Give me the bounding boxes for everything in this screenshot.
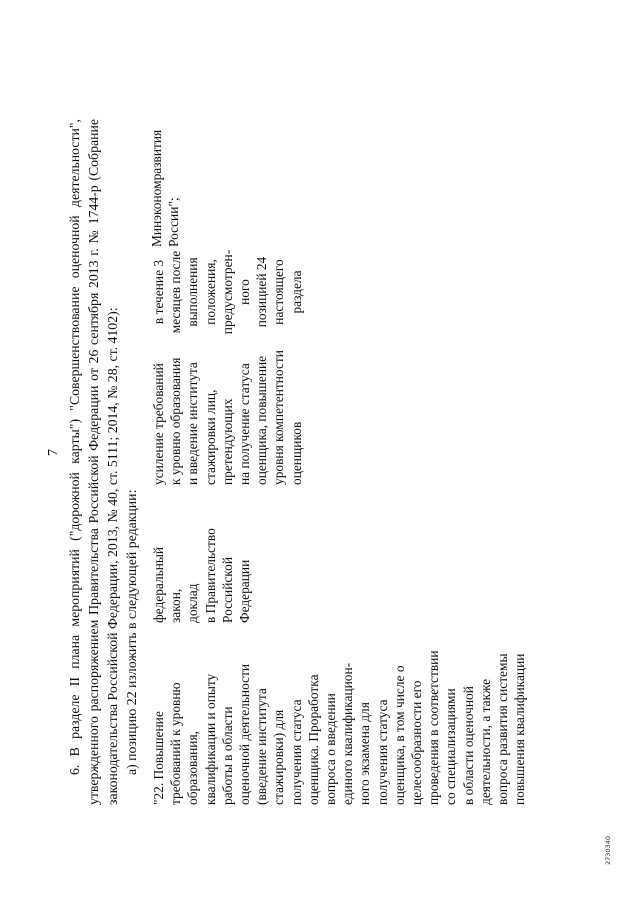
table-cell-document-type: федеральный закон, доклад в Правительство Российской Федерации [151,528,253,623]
amendment-subitem: а) позицию 22 изложить в следующей редакции: [124,489,139,775]
page-number: 7 [46,449,61,456]
table-cell-responsible: Минэкономразвития России"; [149,129,182,247]
amendment-paragraph: 6. В разделе II плана мероприятий ("дорожной карты") "Совершенствование оценочной деятельности", утвержденного распоряжением Правительства Российской Федерации от 26 сентября 2013 г. № 1744-р (Собрание законодательства Российской Федерации, 2013, № 40, ст. 5111; 2014, № 28, ст. 4102): [67,119,120,805]
table-cell-expected-result: усиление требований к уровню образования и введение института стажировки лиц, претендующих на получение статуса оценщика, повышение уровня компетентности оценщиков [151,350,304,485]
document-code: 2730340 [604,836,612,865]
table-cell-measure: "22. Повышение требований к уровню образования, квалификации и опыту работы в области оценочной деятельности (введение института стажировки) для получения статуса оценщика. Проработка вопроса о введении единого квалификацион- ного экзамена для получения статуса оценщика, в том числе о целесообразности его проведения в соответствии со специализациями в области оценочной деятельности, а также вопроса развития системы повышения квалификации [151,650,528,805]
table-cell-deadline: в течение 3 месяцев после выполнения положения, предусмотрен- ного позицией 24 настоящего раздела [151,249,304,335]
intro-text [65,119,141,805]
